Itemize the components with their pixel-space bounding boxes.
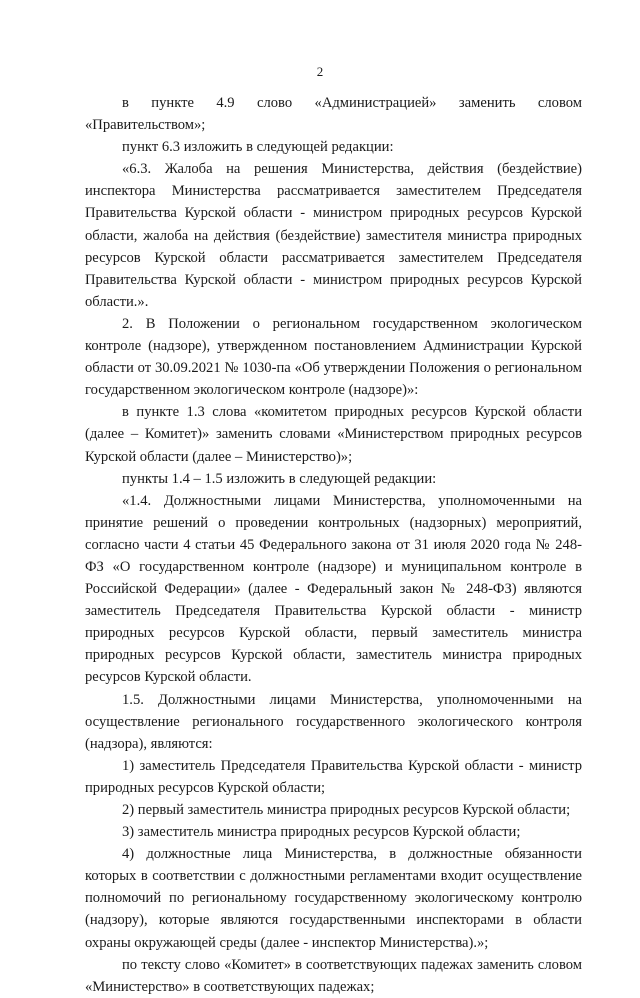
paragraph-item-1-3: в пункте 1.3 слова «комитетом природных ресурсов Курской области (далее – Комитет)» заменить словами «Министерством природных ресурсов Курской области (далее – Министерство)»; — [85, 404, 582, 465]
paragraph-item-4-9: в пункте 4.9 слово «Администрацией» заменить словом «Правительством»; — [85, 95, 582, 134]
list-item-2: 2) первый заместитель министра природных ресурсов Курской области; — [122, 802, 571, 818]
paragraph-item-1-5-text: 1.5. Должностными лицами Министерства, уполномоченными на осуществление регионального государственного экологического контроля (надзора), являются: — [85, 691, 582, 752]
document-body — [85, 92, 582, 998]
list-item-4: 4) должностные лица Министерства, в должностные обязанности которых в соответствии с должностными регламентами входит осуществление полномочий по региональному государственному экологическому контролю (надзору), которые являются государственными инспекторами в области охраны окружающей среды (далее - инспектор Министерства).»; — [85, 846, 582, 951]
paragraph-item-6-3-text: «6.3. Жалоба на решения Министерства, действия (бездействие) инспектора Министерства рассматривается заместителем Председателя Правительства Курской области - министром природных ресурсов Курской области, жалоба на действия (бездействие) заместителя министра природных ресурсов Курской области рассматривается заместителем Председателя Правительства Курской области - министром природных ресурсов Курской области.». — [85, 161, 582, 310]
paragraph-items-1-4-1-5-intro: пункты 1.4 – 1.5 изложить в следующей редакции: — [122, 470, 437, 487]
page-number: 2 — [316, 64, 324, 79]
paragraph-replace-committee: по тексту слово «Комитет» в соответствующих падежах заменить словом «Министерство» в соответствующих падежах; — [85, 956, 582, 995]
paragraph-item-1-4-text: «1.4. Должностными лицами Министерства, уполномоченными на принятие решений о проведении контрольных (надзорных) мероприятий, согласно части 4 статьи 45 Федерального закона от 31 июля 2020 года № 248-ФЗ «О государственном контроле (надзоре) и муниципальном контроле в Российской Федерации» (далее - Федеральный закон № 248-ФЗ) являются заместитель Председателя Правительства Курской области - министр природных ресурсов Курской области, первый заместитель министра природных ресурсов Курской области, заместитель министра природных ресурсов Курской области. — [85, 492, 582, 686]
paragraph-section-2: 2. В Положении о региональном государственном экологическом контроле (надзоре), утвержденном постановлением Администрации Курской области от 30.09.2021 № 1030-па «Об утверждении Положения о региональном государственном экологическом контроле (надзоре)»: — [85, 315, 582, 399]
list-item-3: 3) заместитель министра природных ресурсов Курской области; — [122, 824, 521, 841]
list-item-1: 1) заместитель Председателя Правительства Курской области - министр природных ресурсов Курской области; — [85, 757, 582, 796]
paragraph-item-6-3-intro: пункт 6.3 изложить в следующей редакции: — [122, 139, 394, 156]
